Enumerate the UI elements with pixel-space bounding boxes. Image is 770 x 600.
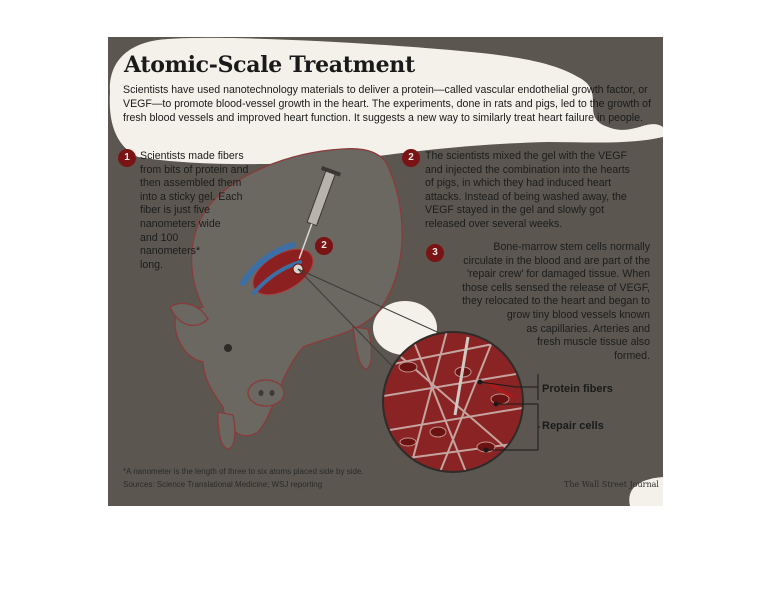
step-2-marker: 2 <box>402 149 420 167</box>
step-1-marker: 1 <box>118 149 136 167</box>
step-2-text: The scientists mixed the gel with the VEGF and injected the combination into the hearts of pigs, in which they had induced heart attacks. Instead of being washed away, the VEGF stayed in the gel and slowly got released over several weeks. <box>425 150 630 230</box>
protein-fibers-label: Protein fibers <box>542 383 613 395</box>
intro-paragraph: Scientists have used nanotechnology materials to deliver a protein—called vascular endothelial growth factor, or VEGF—to promote blood-vessel growth in the heart. The experiments, done in rats and pigs, led to the growth of fresh blood vessels and improved heart function. It suggests a new way to similarly treat heart failure in people. <box>123 84 652 124</box>
pig-eye <box>224 344 232 352</box>
heart-step-2-marker: 2 <box>315 237 333 255</box>
infographic-title: Atomic-Scale Treatment <box>124 52 415 78</box>
infographic-card <box>108 37 663 506</box>
step-1-text: Scientists made fibers from bits of protein and then assembled them into a sticky gel. Each fiber is just five nanometers wide and 100 nanometers* long. <box>140 150 249 271</box>
wsj-credit: The Wall Street Journal <box>564 480 659 489</box>
repair-cells-label: Repair cells <box>542 420 604 432</box>
sources: Sources: Science Translational Medicine; WSJ reporting <box>123 480 323 489</box>
footnote: *A nanometer is the length of three to six atoms placed side by side. <box>123 467 364 476</box>
pig-snout <box>248 380 284 406</box>
step-3-text: Bone-marrow stem cells normally circulate in the blood and are part of the 'repair crew' for damaged tissue. When those cells sensed the release of VEGF, they relocated to the heart and began to grow tiny blood vessels known as capillaries. Arteries and fresh muscle tissue also formed. <box>462 241 650 362</box>
step-3-marker: 3 <box>426 244 444 262</box>
